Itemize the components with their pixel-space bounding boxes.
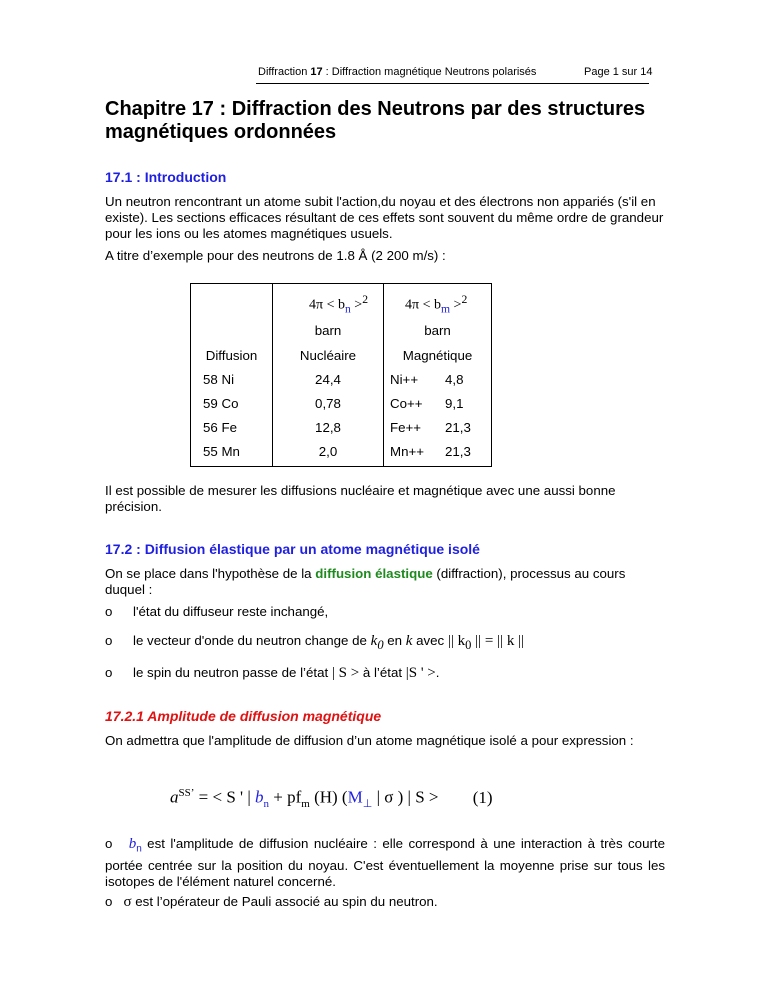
column-header: Diffusion [205,348,258,363]
norm-equality: || $k_0$ || = || k || [447,633,525,652]
table-divider [383,284,384,466]
header-rule [256,83,649,84]
precision-paragraph: Il est possible de mesurer les diffusions nucléaire et magnétique avec une aussi bonne précision. [105,483,616,514]
element-cell: 59 Co [203,396,239,411]
ion-cell: Mn++ [390,444,425,459]
hypothesis-paragraph: On se place dans l'hypothèse de la diffusion élastique (diffraction), processus au cours duquel : [105,566,626,597]
ion-cell: Fe++ [390,420,422,435]
ket-final: |S ' > [405,665,436,681]
chapter-title: Chapitre 17 : Diffraction des Neutrons par des structures magnétiques ordonnées [105,98,646,143]
header-title: Diffraction 17 : Diffraction magnétique Neutrons polarisés [258,66,537,78]
formula-magnetic: $4\pi < b_m >^2$ [405,293,468,316]
nuclear-value: 2,0 [318,444,338,459]
unit-nuclear: barn [314,323,342,338]
wavevector-k0: $k_0$ [370,633,384,652]
unit-magnetic: barn [424,323,451,338]
intro-paragraph: Un neutron rencontrant un atome subit l'action,du noyau et des électrons non appariés (s'il en existe). Les sections efficaces résultant de ces effets sont souvent du même ordre de grandeur pour les ions ou les atomes magnétiques usuels. [105,194,664,241]
nuclear-value: 24,4 [315,372,341,387]
element-cell: 55 Mn [203,444,240,459]
ion-cell: Co++ [390,396,423,411]
nuclear-value: 12,8 [315,420,341,435]
example-paragraph: A titre d’exemple pour des neutrons de 1.8 Å (2 200 m/s) : [105,248,446,263]
magnetic-value: 21,3 [445,420,471,435]
elastic-diffusion-term: diffusion élastique [315,566,433,581]
magnetic-value: 9,1 [445,396,464,411]
wavevector-k: k [405,633,413,649]
cross-section-table [190,283,492,467]
ion-cell: Ni++ [390,372,419,387]
page-number: Page 1 sur 14 [584,66,653,78]
magnetic-value: 21,3 [445,444,471,459]
ket-initial: | S > [331,665,360,681]
element-cell: 56 Fe [203,420,238,435]
amplitude-equation: $a^{SS’}$ = < S ' | $b_n + pf_m$ (H) ($M_\perp$ | σ ) | S > (1) [170,787,493,811]
section-title-elastic: 17.2 : Diffusion élastique par un atome magnétique isolé [105,541,480,557]
column-header: Magnétique [402,348,473,363]
section-title-intro: 17.1 : Introduction [105,169,227,185]
column-header: Nucléaire [299,348,357,363]
amplitude-paragraph: On admettra que l'amplitude de diffusion d’un atome magnétique isolé a pour expression : [105,733,634,748]
note-nuclear-amplitude: o $b_n$ est l'amplitude de diffusion nucléaire : elle correspond à une interaction à très courte portée centrée sur la position du noyau. C'est éventuellement la moyenne prise sur tous les isotopes de l'élément naturel concerné. [105,836,665,889]
subsection-title-amplitude: 17.2.1 Amplitude de diffusion magnétique [105,708,382,724]
magnetic-value: 4,8 [445,372,464,387]
nuclear-value: 0,78 [315,396,341,411]
note-pauli-operator: o σ est l’opérateur de Pauli associé au spin du neutron. [105,894,438,910]
equation-number: (1) [472,787,493,807]
element-cell: 58 Ni [203,372,235,387]
formula-nuclear: $4\pi < b_n >^2$ [309,293,369,316]
